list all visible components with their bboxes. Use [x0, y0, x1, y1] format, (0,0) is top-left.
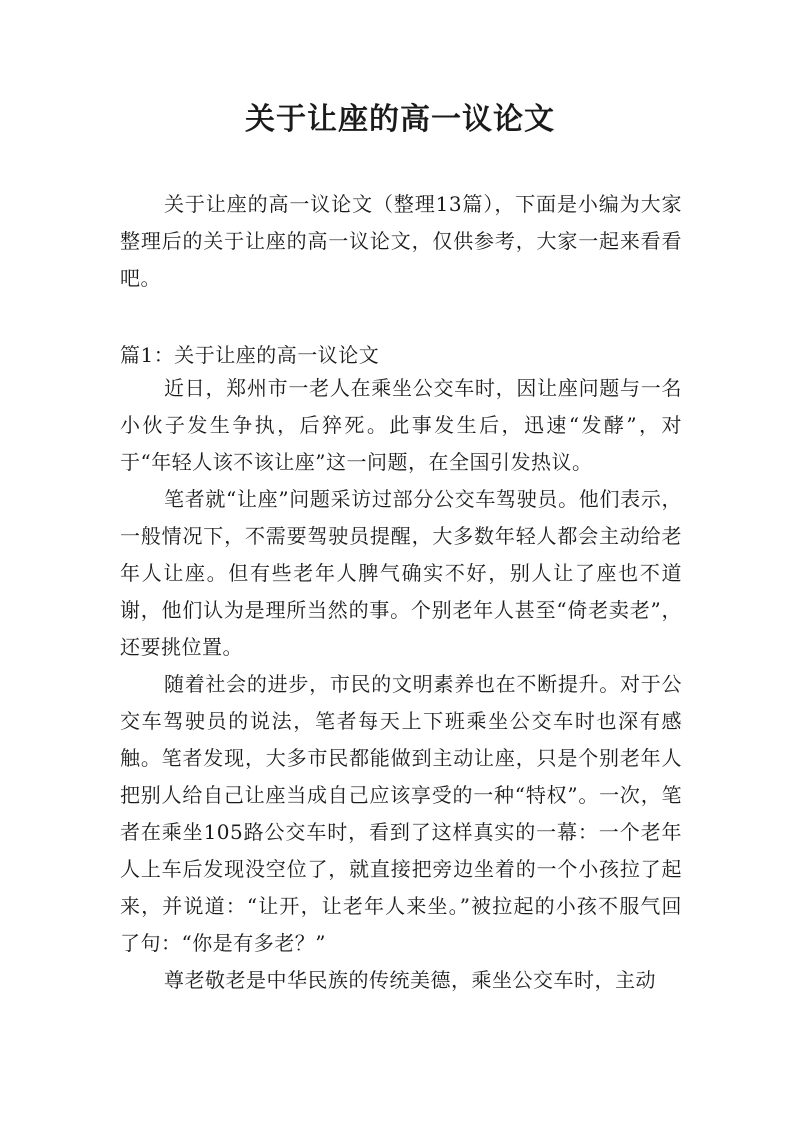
intro-paragraph: 关于让座的高一议论文（整理13篇），下面是小编为大家整理后的关于让座的高一议论文，仅供参考，大家一起来看看吧。	[120, 192, 682, 290]
body-paragraph: 笔者就“让座”问题采访过部分公交车驾驶员。他们表示，一般情况下，不需要驾驶员提醒，大多数年轻人都会主动给老年人让座。但有些老年人脾气确实不好，别人让了座也不道谢，他们认为是理所当然的事。个别老年人甚至“倚老卖老”，还要挑位置。	[120, 487, 682, 659]
section-heading: 篇1：关于让座的高一议论文	[120, 343, 380, 367]
body-paragraph: 随着社会的进步，市民的文明素养也在不断提升。对于公交车驾驶员的说法，笔者每天上下班乘坐公交车时也深有感触。笔者发现，大多市民都能做到主动让座，只是个别老年人把别人给自己让座当成自己应该享受的一种“特权”。一次，笔者在乘坐105路公交车时，看到了这样真实的一幕：一个老年人上车后发现没空位了，就直接把旁边坐着的一个小孩拉了起来，并说道：“让开，让老年人来坐。”被拉起的小孩不服气回了句：“你是有多老？”	[120, 672, 682, 955]
section-1	[120, 340, 682, 999]
document-title: 关于让座的高一议论文	[245, 102, 555, 137]
body-paragraph: 尊老敬老是中华民族的传统美德，乘坐公交车时，主动	[164, 968, 656, 992]
body-paragraph: 近日，郑州市一老人在乘坐公交车时，因让座问题与一名小伙子发生争执，后猝死。此事发生后，迅速“发酵”，对于“年轻人该不该让座”这一问题，在全国引发热议。	[120, 376, 682, 474]
